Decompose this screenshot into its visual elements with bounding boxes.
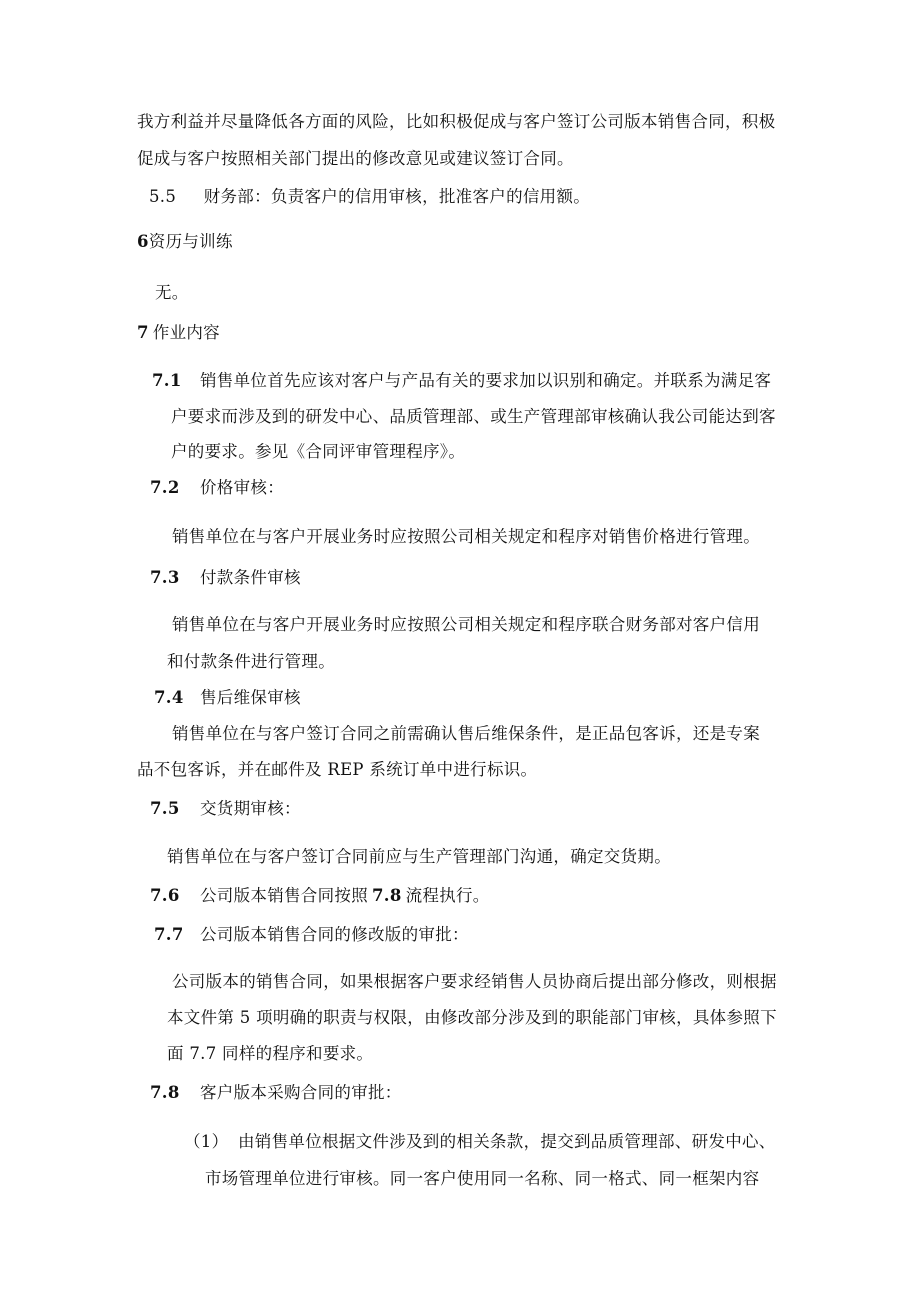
paragraph-line: 我方利益并尽量降低各方面的风险，比如积极促成与客户签订公司版本销售合同，积极 <box>137 112 776 131</box>
clause-number: 7.6 <box>150 886 180 905</box>
section-number: 6 <box>137 232 149 251</box>
paragraph-line: 销售单位在与客户开展业务时应按照公司相关规定和程序联合财务部对客户信用 <box>172 615 760 634</box>
clause-title: 售后维保审核 <box>200 688 301 707</box>
clause-number: 7.7 <box>154 925 184 944</box>
list-item-1 <box>184 1130 776 1154</box>
clause-7-5 <box>150 797 301 821</box>
paragraph-line: 市场管理单位进行审核。同一客户使用同一名称、同一格式、同一框架内容 <box>205 1169 760 1188</box>
paragraph-line: 户要求而涉及到的研发中心、品质管理部、或生产管理部审核确认我公司能达到客 <box>171 407 776 426</box>
paragraph-line: 面 7.7 同样的程序和要求。 <box>167 1044 374 1063</box>
clause-text: 销售单位首先应该对客户与产品有关的要求加以识别和确定。并联系为满足客 <box>200 371 772 390</box>
section-heading-6 <box>137 230 233 254</box>
section-heading-7 <box>137 321 220 345</box>
clause-reference: 7.8 <box>372 886 402 905</box>
paragraph-line: 无。 <box>155 283 189 302</box>
clause-7-8 <box>150 1081 402 1105</box>
clause-7-1 <box>152 369 771 393</box>
clause-7-4 <box>154 686 301 710</box>
paragraph-line: 本文件第 5 项明确的职责与权限，由修改部分涉及到的职能部门审核，具体参照下 <box>167 1008 777 1027</box>
paragraph-line: 和付款条件进行管理。 <box>167 652 335 671</box>
paragraph-line: 销售单位在与客户签订合同前应与生产管理部门沟通，确定交货期。 <box>167 847 671 866</box>
clause-number: 7.5 <box>150 799 180 818</box>
clause-7-3 <box>150 566 301 590</box>
section-title: 作业内容 <box>152 323 220 342</box>
clause-number: 7.3 <box>150 568 180 587</box>
section-title: 资历与训练 <box>148 232 233 251</box>
clause-title: 客户版本采购合同的审批： <box>200 1083 402 1102</box>
paragraph-line: 促成与客户按照相关部门提出的修改意见或建议签订合同。 <box>137 149 574 168</box>
clause-text: 公司版本销售合同按照 <box>200 886 368 905</box>
paragraph-line: 户的要求。参见《合同评审管理程序》。 <box>171 442 466 461</box>
list-item-text: 由销售单位根据文件涉及到的相关条款，提交到品质管理部、研发中心、 <box>238 1132 776 1151</box>
clause-5-5 <box>149 185 590 209</box>
clause-title: 交货期审核： <box>200 799 301 818</box>
clause-title: 付款条件审核 <box>200 568 301 587</box>
clause-number: 7.8 <box>150 1083 180 1102</box>
clause-7-2 <box>150 476 284 500</box>
clause-text: 财务部：负责客户的信用审核，批准客户的信用额。 <box>203 187 591 206</box>
clause-number: 7.1 <box>152 371 182 390</box>
clause-text: 流程执行。 <box>405 886 490 905</box>
clause-7-7 <box>154 923 469 947</box>
clause-number: 7.4 <box>154 688 184 707</box>
paragraph-line: 销售单位在与客户开展业务时应按照公司相关规定和程序对销售价格进行管理。 <box>172 527 760 546</box>
clause-7-6 <box>150 884 490 908</box>
paragraph-line: 销售单位在与客户签订合同之前需确认售后维保条件，是正品包客诉，还是专案 <box>172 724 760 743</box>
clause-number: 5.5 <box>149 187 177 206</box>
clause-number: 7.2 <box>150 478 180 497</box>
paragraph-line: 品不包客诉，并在邮件及 REP 系统订单中进行标识。 <box>137 760 538 779</box>
list-item-number: （1） <box>184 1132 229 1151</box>
section-number: 7 <box>137 323 149 342</box>
clause-title: 公司版本销售合同的修改版的审批： <box>200 925 469 944</box>
clause-title: 价格审核： <box>200 478 284 497</box>
paragraph-line: 公司版本的销售合同，如果根据客户要求经销售人员协商后提出部分修改，则根据 <box>172 972 777 991</box>
